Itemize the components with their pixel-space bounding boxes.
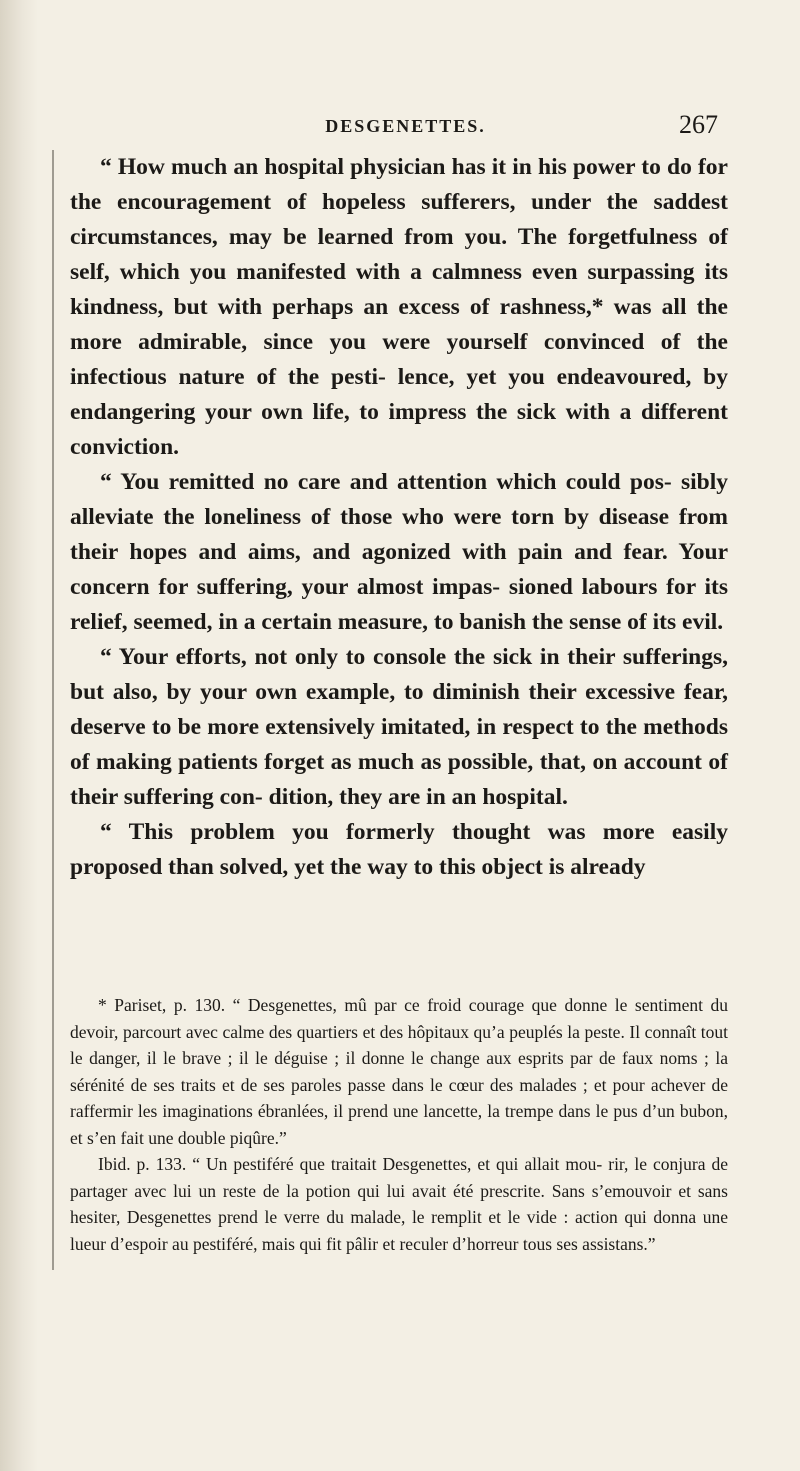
paragraph: “ How much an hospital physician has it in his power to do for the encouragement of hopeless sufferers, under the saddest circumstances, may be learned from you. The forgetfulness of self, which you manifested with a calmness even surpassing its kindness, but with perhaps an excess of rashness,* was all the more admirable, since you were yourself convinced of the infectious nature of the pesti- lence, yet you endeavoured, by endangering your own life, to impress the sick with a different conviction.	[70, 154, 728, 460]
running-title: DESGENETTES.	[325, 116, 486, 136]
gutter-line-upper	[52, 150, 54, 630]
footnote: Ibid. p. 133. “ Un pestiféré que traitait Desgenettes, et qui allait mou- rir, le conjura de partager avec lui un reste de la potion qui lui avait été prescrite. Sans s’emouvoir et sans hesiter, Desgenettes prend le verre du malade, le remplit et le vide : action qui donna une lueur d’espoir au pestiféré, mais qui fit pâlir et reculer d’horreur tous ses assistans.”	[70, 1154, 728, 1254]
gutter-line-lower	[52, 630, 54, 1270]
main-text	[70, 150, 728, 885]
running-head	[93, 112, 718, 142]
paragraph: “ Your efforts, not only to console the sick in their sufferings, but also, by your own example, to diminish their excessive fear, deserve to be more extensively imitated, in respect to the methods of making patients forget as much as possible, that, on account of their suffering con- dition, they are in an hospital.	[70, 644, 728, 810]
binding-gutter	[0, 0, 38, 1471]
footnotes	[70, 992, 728, 1257]
footnote: * Pariset, p. 130. “ Desgenettes, mû par ce froid courage que donne le sentiment du devoir, parcourt avec calme des quartiers et des hôpitaux qu’a peuplés la peste. Il connaît tout le danger, il le brave ; il le déguise ; il donne le change aux esprits par de faux noms ; la sérénité de ses traits et de ses paroles passe dans le cœur des malades ; et pour achever de raffermir les imaginations ébranlées, il prend une lancette, la trempe dans le pus d’un bubon, et s’en fait une double piqûre.”	[70, 995, 728, 1148]
paragraph: “ You remitted no care and attention which could pos- sibly alleviate the loneliness of those who were torn by disease from their hopes and aims, and agonized with pain and fear. Your concern for suffering, your almost impas- sioned labours for its relief, seemed, in a certain measure, to banish the sense of its evil.	[70, 469, 728, 635]
paragraph: “ This problem you formerly thought was more easily proposed than solved, yet the way to this object is already	[70, 819, 728, 880]
page-number: 267	[679, 110, 718, 139]
